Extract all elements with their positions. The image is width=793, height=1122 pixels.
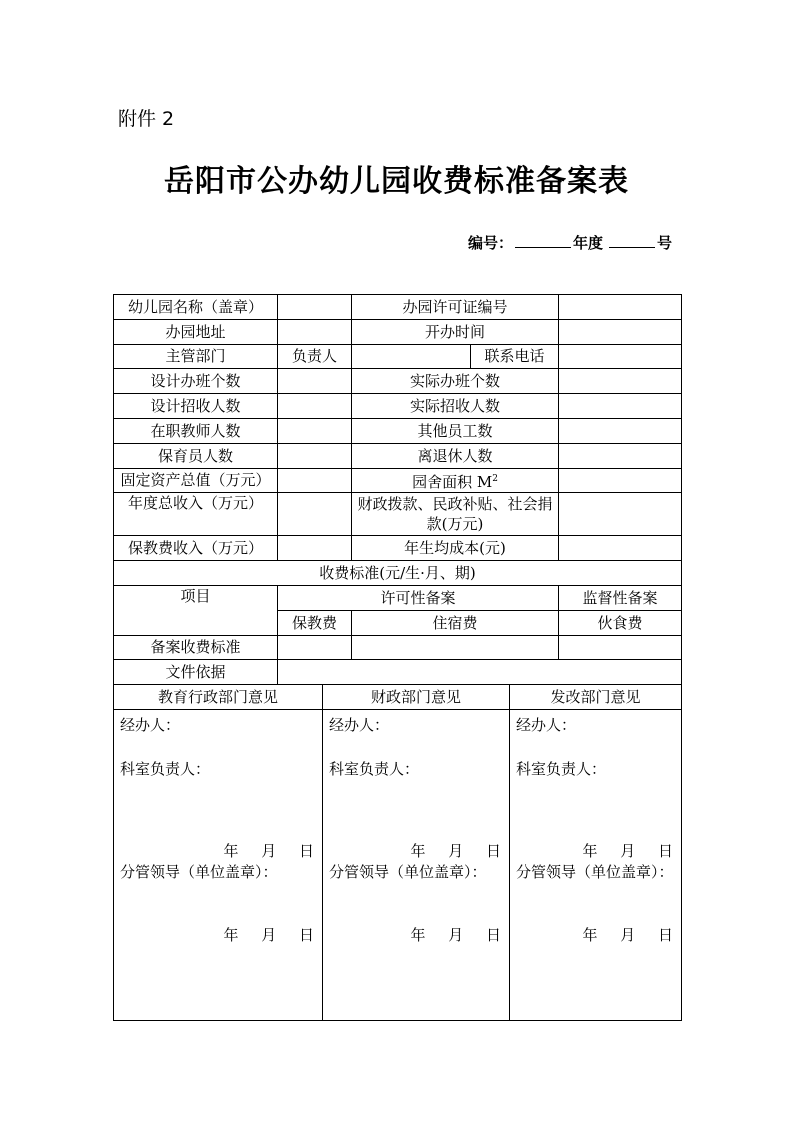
handler-label: 经办人： — [516, 716, 577, 734]
label-teachers: 在职教师人数 — [114, 418, 278, 443]
label-document-basis: 文件依据 — [114, 660, 278, 685]
opinion-box-education[interactable] — [114, 710, 323, 1021]
date-label: 年 月 日 — [582, 926, 673, 944]
year-label: 年度 — [572, 234, 603, 252]
label-fiscal-funds: 财政拨款、民政补贴、社会捐款(万元) — [352, 493, 559, 536]
label-designed-enroll: 设计招收人数 — [114, 394, 278, 419]
field-cost-per-student[interactable] — [559, 536, 682, 561]
field-retired[interactable] — [559, 443, 682, 468]
field-care-fee-standard[interactable] — [278, 635, 352, 660]
label-supervisory-filing: 监督性备案 — [559, 585, 682, 610]
label-designed-classes: 设计办班个数 — [114, 369, 278, 394]
opinion-box-finance[interactable] — [323, 710, 510, 1021]
field-teachers[interactable] — [278, 418, 352, 443]
label-filed-fee-standard: 备案收费标准 — [114, 635, 278, 660]
label-annual-income: 年度总收入（万元） — [114, 493, 278, 536]
table-row — [114, 369, 682, 394]
field-address[interactable] — [278, 319, 352, 344]
field-open-time[interactable] — [559, 319, 682, 344]
year-blank[interactable] — [515, 233, 571, 248]
label-nursery-staff: 保育员人数 — [114, 443, 278, 468]
attachment-label: 附件 2 — [118, 108, 175, 130]
opinion-header-education: 教育行政部门意见 — [114, 685, 323, 710]
date-label: 年 月 日 — [223, 926, 314, 944]
floor-area-text: 园舍面积 M — [412, 472, 493, 491]
table-row — [114, 710, 682, 1021]
opinions-table — [113, 684, 682, 1021]
date-label: 年 月 日 — [410, 926, 501, 944]
handler-label: 经办人： — [120, 716, 181, 734]
label-item: 项目 — [114, 585, 278, 635]
section-head-label: 科室负责人： — [516, 760, 607, 778]
number-prefix: 编号： — [467, 234, 513, 252]
date-label: 年 月 日 — [582, 842, 673, 860]
number-blank[interactable] — [609, 233, 655, 248]
label-person-in-charge: 负责人 — [278, 344, 352, 369]
label-care-fee-income: 保教费收入（万元） — [114, 536, 278, 561]
date-label: 年 月 日 — [223, 842, 314, 860]
label-actual-classes: 实际办班个数 — [352, 369, 559, 394]
opinion-header-finance: 财政部门意见 — [323, 685, 510, 710]
label-actual-enroll: 实际招收人数 — [352, 394, 559, 419]
field-annual-income[interactable] — [278, 493, 352, 536]
label-fee-standard: 收费标准(元/生·月、期) — [114, 561, 682, 586]
filing-form-table — [113, 294, 682, 685]
leader-label: 分管领导（单位盖章）： — [329, 863, 487, 881]
label-fixed-assets: 固定资产总值（万元） — [114, 468, 278, 493]
date-label: 年 月 日 — [410, 842, 501, 860]
table-row — [114, 635, 682, 660]
table-row — [114, 493, 682, 536]
field-fixed-assets[interactable] — [278, 468, 352, 493]
field-designed-enroll[interactable] — [278, 394, 352, 419]
table-row — [114, 660, 682, 685]
field-actual-classes[interactable] — [559, 369, 682, 394]
field-phone[interactable] — [559, 344, 682, 369]
field-other-staff[interactable] — [559, 418, 682, 443]
table-row — [114, 585, 682, 610]
table-row — [114, 394, 682, 419]
section-head-label: 科室负责人： — [120, 760, 211, 778]
leader-label: 分管领导（单位盖章）： — [516, 863, 674, 881]
handler-label: 经办人： — [329, 716, 390, 734]
leader-label: 分管领导（单位盖章）： — [120, 863, 278, 881]
field-boarding-fee-standard[interactable] — [352, 635, 559, 660]
label-phone: 联系电话 — [471, 344, 559, 369]
table-row — [114, 418, 682, 443]
opinion-header-development: 发改部门意见 — [510, 685, 682, 710]
opinion-box-development[interactable] — [510, 710, 682, 1021]
label-meal-fee: 伙食费 — [559, 610, 682, 635]
field-actual-enroll[interactable] — [559, 394, 682, 419]
label-cost-per-student: 年生均成本(元) — [352, 536, 559, 561]
label-floor-area — [352, 468, 559, 493]
table-row — [114, 443, 682, 468]
field-kg-name[interactable] — [278, 295, 352, 320]
table-row — [114, 319, 682, 344]
floor-area-exponent: 2 — [492, 473, 498, 484]
label-licensed-filing: 许可性备案 — [278, 585, 559, 610]
table-row — [114, 344, 682, 369]
number-suffix: 号 — [656, 234, 672, 252]
label-kg-name: 幼儿园名称（盖章） — [114, 295, 278, 320]
table-row — [114, 561, 682, 586]
page-title: 岳阳市公办幼儿园收费标准备案表 — [164, 164, 629, 199]
label-authority: 主管部门 — [114, 344, 278, 369]
field-document-basis[interactable] — [278, 660, 682, 685]
field-license-no[interactable] — [559, 295, 682, 320]
label-open-time: 开办时间 — [352, 319, 559, 344]
label-retired: 离退休人数 — [352, 443, 559, 468]
field-care-fee-income[interactable] — [278, 536, 352, 561]
field-floor-area[interactable] — [559, 468, 682, 493]
label-license-no: 办园许可证编号 — [352, 295, 559, 320]
form-number-line — [468, 232, 672, 253]
table-row — [114, 536, 682, 561]
field-nursery-staff[interactable] — [278, 443, 352, 468]
field-fiscal-funds[interactable] — [559, 493, 682, 536]
table-row — [114, 685, 682, 710]
section-head-label: 科室负责人： — [329, 760, 420, 778]
label-address: 办园地址 — [114, 319, 278, 344]
field-person-in-charge[interactable] — [352, 344, 471, 369]
table-row — [114, 295, 682, 320]
label-boarding-fee: 住宿费 — [352, 610, 559, 635]
field-meal-fee-standard[interactable] — [559, 635, 682, 660]
label-other-staff: 其他员工数 — [352, 418, 559, 443]
field-designed-classes[interactable] — [278, 369, 352, 394]
label-care-fee: 保教费 — [278, 610, 352, 635]
table-row — [114, 468, 682, 493]
